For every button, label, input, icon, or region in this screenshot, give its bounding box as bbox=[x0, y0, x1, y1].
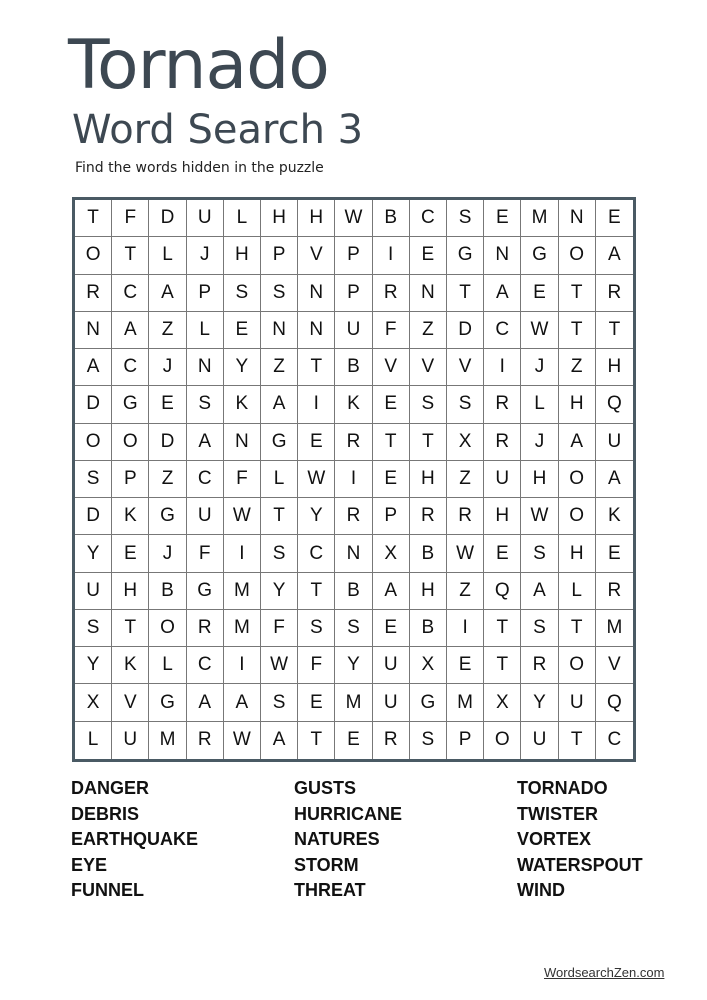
grid-cell[interactable]: T bbox=[298, 722, 335, 759]
grid-cell[interactable]: C bbox=[187, 647, 224, 684]
grid-cell[interactable]: Q bbox=[596, 386, 633, 423]
grid-cell[interactable]: N bbox=[410, 275, 447, 312]
grid-cell[interactable]: M bbox=[596, 610, 633, 647]
grid-cell[interactable]: U bbox=[373, 684, 410, 721]
grid-cell[interactable]: C bbox=[298, 535, 335, 572]
grid-cell[interactable]: Q bbox=[596, 684, 633, 721]
grid-cell[interactable]: R bbox=[521, 647, 558, 684]
grid-cell[interactable]: B bbox=[410, 610, 447, 647]
grid-cell[interactable]: S bbox=[187, 386, 224, 423]
grid-cell[interactable]: F bbox=[373, 312, 410, 349]
grid-cell[interactable]: P bbox=[261, 237, 298, 274]
grid-cell[interactable]: Y bbox=[298, 498, 335, 535]
word-item: NATURES bbox=[294, 829, 380, 849]
grid-cell[interactable]: E bbox=[410, 237, 447, 274]
grid-cell[interactable]: U bbox=[187, 200, 224, 237]
grid-cell[interactable]: U bbox=[596, 424, 633, 461]
grid-cell[interactable]: N bbox=[335, 535, 372, 572]
grid-cell[interactable]: Y bbox=[261, 573, 298, 610]
grid-cell[interactable]: K bbox=[596, 498, 633, 535]
grid-cell[interactable]: A bbox=[521, 573, 558, 610]
grid-cell[interactable]: X bbox=[75, 684, 112, 721]
grid-cell[interactable]: S bbox=[410, 722, 447, 759]
grid-cell[interactable]: V bbox=[373, 349, 410, 386]
grid-cell[interactable]: B bbox=[335, 573, 372, 610]
grid-cell[interactable]: O bbox=[559, 461, 596, 498]
puzzle-grid bbox=[72, 197, 636, 762]
grid-cell[interactable]: L bbox=[149, 647, 186, 684]
grid-cell[interactable]: T bbox=[447, 275, 484, 312]
grid-cell[interactable]: S bbox=[447, 386, 484, 423]
grid-cell[interactable]: Q bbox=[484, 573, 521, 610]
grid-cell[interactable]: T bbox=[559, 312, 596, 349]
grid-cell[interactable]: N bbox=[298, 312, 335, 349]
grid-cell[interactable]: C bbox=[112, 349, 149, 386]
grid-cell[interactable]: J bbox=[149, 349, 186, 386]
grid-cell[interactable]: L bbox=[261, 461, 298, 498]
grid-cell[interactable]: U bbox=[187, 498, 224, 535]
grid-cell[interactable]: H bbox=[521, 461, 558, 498]
grid-cell[interactable]: W bbox=[335, 200, 372, 237]
grid-cell[interactable]: G bbox=[521, 237, 558, 274]
grid-cell[interactable]: L bbox=[187, 312, 224, 349]
grid-cell[interactable]: I bbox=[447, 610, 484, 647]
grid-cell[interactable]: F bbox=[224, 461, 261, 498]
grid-cell[interactable]: L bbox=[224, 200, 261, 237]
grid-cell[interactable]: D bbox=[75, 386, 112, 423]
grid-cell[interactable]: H bbox=[112, 573, 149, 610]
grid-cell[interactable]: Y bbox=[335, 647, 372, 684]
grid-cell[interactable]: R bbox=[484, 424, 521, 461]
grid-cell[interactable]: Z bbox=[447, 461, 484, 498]
grid-cell[interactable]: H bbox=[559, 535, 596, 572]
grid-cell[interactable]: G bbox=[261, 424, 298, 461]
grid-cell[interactable]: H bbox=[559, 386, 596, 423]
grid-cell[interactable]: K bbox=[112, 647, 149, 684]
grid-cell[interactable]: U bbox=[373, 647, 410, 684]
grid-cell[interactable]: B bbox=[410, 535, 447, 572]
grid-cell[interactable]: S bbox=[447, 200, 484, 237]
grid-cell[interactable]: Y bbox=[75, 647, 112, 684]
grid-cell[interactable]: G bbox=[149, 498, 186, 535]
grid-cell[interactable]: A bbox=[373, 573, 410, 610]
grid-cell[interactable]: S bbox=[298, 610, 335, 647]
grid-cell[interactable]: V bbox=[447, 349, 484, 386]
grid-cell[interactable]: Z bbox=[559, 349, 596, 386]
grid-cell[interactable]: R bbox=[373, 275, 410, 312]
grid-cell[interactable]: S bbox=[410, 386, 447, 423]
grid-cell[interactable]: A bbox=[112, 312, 149, 349]
grid-cell[interactable]: C bbox=[607, 729, 622, 751]
grid-cell[interactable]: J bbox=[521, 349, 558, 386]
grid-cell[interactable]: U bbox=[559, 684, 596, 721]
grid-cell[interactable]: O bbox=[559, 647, 596, 684]
grid-cell[interactable]: I bbox=[224, 647, 261, 684]
grid-cell[interactable]: P bbox=[335, 275, 372, 312]
grid-cell[interactable]: F bbox=[261, 610, 298, 647]
grid-cell[interactable]: A bbox=[149, 275, 186, 312]
word-item: EARTHQUAKE bbox=[71, 829, 199, 849]
grid-cell[interactable]: Z bbox=[261, 349, 298, 386]
grid-cell[interactable]: V bbox=[112, 684, 149, 721]
grid-cell[interactable]: A bbox=[261, 722, 298, 759]
grid-cell[interactable]: H bbox=[596, 349, 633, 386]
grid-cell[interactable]: E bbox=[112, 535, 149, 572]
grid-cell[interactable]: T bbox=[559, 722, 596, 759]
grid-cell[interactable]: R bbox=[335, 498, 372, 535]
grid-cell[interactable]: D bbox=[149, 200, 186, 237]
grid-cell[interactable]: Z bbox=[149, 312, 186, 349]
grid-cell[interactable]: H bbox=[410, 573, 447, 610]
grid-cell[interactable]: U bbox=[335, 312, 372, 349]
word-item: HURRICANE bbox=[294, 803, 402, 824]
grid-cell[interactable]: E bbox=[484, 200, 521, 237]
grid-cell[interactable]: T bbox=[112, 610, 149, 647]
grid-cell[interactable]: N bbox=[187, 349, 224, 386]
grid-cell[interactable]: U bbox=[112, 722, 149, 759]
grid-cell[interactable]: W bbox=[224, 722, 261, 759]
grid-cell[interactable]: D bbox=[149, 424, 186, 461]
word-item: THREAT bbox=[294, 880, 366, 900]
grid-cell[interactable]: F bbox=[112, 200, 149, 237]
grid-cell[interactable]: R bbox=[335, 424, 372, 461]
grid-cell[interactable]: X bbox=[484, 684, 521, 721]
grid-cell[interactable]: R bbox=[484, 386, 521, 423]
grid-cell[interactable]: M bbox=[149, 722, 186, 759]
grid-cell[interactable]: N bbox=[75, 312, 112, 349]
grid-cell[interactable]: C bbox=[484, 312, 521, 349]
grid-cell[interactable]: X bbox=[373, 535, 410, 572]
grid-cell[interactable]: A bbox=[224, 684, 261, 721]
grid-cell[interactable]: G bbox=[112, 386, 149, 423]
grid-cell[interactable]: T bbox=[410, 424, 447, 461]
grid-cell[interactable]: A bbox=[261, 386, 298, 423]
grid-cell[interactable]: B bbox=[373, 200, 410, 237]
word-column bbox=[294, 776, 402, 904]
grid-cell[interactable]: H bbox=[298, 200, 335, 237]
grid-cell[interactable]: O bbox=[149, 610, 186, 647]
grid-cell[interactable]: V bbox=[596, 647, 633, 684]
grid-cell[interactable]: D bbox=[447, 312, 484, 349]
grid-cell[interactable]: E bbox=[149, 386, 186, 423]
word-item: STORM bbox=[294, 854, 359, 875]
grid-cell[interactable]: E bbox=[596, 535, 633, 572]
grid-cell[interactable]: K bbox=[335, 386, 372, 423]
grid-cell[interactable]: L bbox=[75, 722, 112, 759]
grid-cell[interactable]: E bbox=[596, 200, 633, 237]
grid-cell[interactable]: E bbox=[298, 684, 335, 721]
grid-cell[interactable]: T bbox=[112, 237, 149, 274]
grid-cell[interactable]: N bbox=[559, 200, 596, 237]
grid-cell[interactable]: I bbox=[335, 461, 372, 498]
grid-cell[interactable]: W bbox=[447, 535, 484, 572]
grid-cell[interactable]: E bbox=[447, 647, 484, 684]
word-column bbox=[71, 776, 198, 904]
site-link[interactable]: WordsearchZen.com bbox=[544, 965, 665, 980]
word-item: FUNNEL bbox=[71, 880, 144, 900]
grid-cell[interactable]: F bbox=[187, 535, 224, 572]
grid-cell[interactable]: B bbox=[335, 349, 372, 386]
page-subtitle: Word Search 3 bbox=[72, 107, 364, 153]
grid-cell[interactable]: E bbox=[521, 275, 558, 312]
grid-cell[interactable]: T bbox=[75, 200, 112, 237]
grid-cell[interactable]: O bbox=[75, 237, 112, 274]
grid-cell[interactable]: N bbox=[261, 312, 298, 349]
grid-cell[interactable]: S bbox=[261, 684, 298, 721]
grid-cell[interactable]: O bbox=[559, 237, 596, 274]
grid-cell[interactable]: B bbox=[149, 573, 186, 610]
grid-cell[interactable]: Y bbox=[75, 535, 112, 572]
grid-cell[interactable]: O bbox=[75, 424, 112, 461]
word-item: EYE bbox=[71, 854, 108, 875]
grid-cell[interactable]: G bbox=[187, 573, 224, 610]
grid-cell[interactable]: W bbox=[224, 498, 261, 535]
grid-cell[interactable]: Z bbox=[410, 312, 447, 349]
grid-cell[interactable]: J bbox=[521, 424, 558, 461]
grid-cell[interactable]: T bbox=[559, 610, 596, 647]
grid-cell[interactable]: E bbox=[373, 610, 410, 647]
grid-cell[interactable]: S bbox=[75, 610, 112, 647]
grid-cell[interactable]: X bbox=[410, 647, 447, 684]
grid-cell[interactable]: A bbox=[596, 461, 633, 498]
grid-cell[interactable]: H bbox=[224, 237, 261, 274]
grid-cell[interactable]: H bbox=[410, 461, 447, 498]
grid-cell[interactable]: R bbox=[447, 498, 484, 535]
grid-cell[interactable]: G bbox=[447, 237, 484, 274]
word-item: WATERSPOUT bbox=[517, 854, 643, 875]
grid-cell[interactable]: V bbox=[410, 349, 447, 386]
grid-cell[interactable]: Y bbox=[224, 349, 261, 386]
word-item: DANGER bbox=[71, 778, 150, 798]
grid-cell[interactable]: S bbox=[521, 610, 558, 647]
grid-cell[interactable]: A bbox=[75, 349, 112, 386]
grid-cell[interactable]: Y bbox=[521, 684, 558, 721]
grid-cell[interactable]: P bbox=[187, 275, 224, 312]
grid-cell[interactable]: R bbox=[373, 722, 410, 759]
grid-cell[interactable]: R bbox=[596, 573, 633, 610]
grid-cell[interactable]: J bbox=[149, 535, 186, 572]
grid-cell[interactable]: J bbox=[187, 237, 224, 274]
grid-cell[interactable]: M bbox=[447, 684, 484, 721]
grid-cell[interactable]: N bbox=[484, 237, 521, 274]
grid-cell[interactable]: I bbox=[484, 349, 521, 386]
grid-cell[interactable]: M bbox=[224, 610, 261, 647]
grid-cell[interactable]: N bbox=[298, 275, 335, 312]
grid-cell[interactable]: U bbox=[521, 722, 558, 759]
grid-cell[interactable]: P bbox=[447, 722, 484, 759]
word-item: VORTEX bbox=[517, 829, 592, 849]
grid-cell[interactable]: I bbox=[224, 535, 261, 572]
grid-cell[interactable]: M bbox=[521, 200, 558, 237]
grid-cell[interactable]: D bbox=[75, 498, 112, 535]
grid-cell[interactable]: T bbox=[298, 349, 335, 386]
grid-cell[interactable]: H bbox=[484, 498, 521, 535]
grid-cell[interactable]: I bbox=[373, 237, 410, 274]
grid-cell[interactable]: E bbox=[298, 424, 335, 461]
grid-cell[interactable]: C bbox=[112, 275, 149, 312]
grid-cell[interactable]: S bbox=[224, 275, 261, 312]
grid-cell[interactable]: R bbox=[187, 610, 224, 647]
grid-cell[interactable]: Z bbox=[149, 461, 186, 498]
grid-cell[interactable]: T bbox=[596, 312, 633, 349]
grid-cell[interactable]: T bbox=[484, 610, 521, 647]
grid-cell[interactable]: L bbox=[149, 237, 186, 274]
grid-cell[interactable]: C bbox=[410, 200, 447, 237]
grid-cell[interactable]: I bbox=[298, 386, 335, 423]
grid-cell[interactable]: T bbox=[484, 647, 521, 684]
grid-cell[interactable]: T bbox=[559, 275, 596, 312]
grid-cell[interactable]: W bbox=[521, 498, 558, 535]
grid-cell[interactable]: W bbox=[261, 647, 298, 684]
grid-cell[interactable]: M bbox=[335, 684, 372, 721]
instructions: Find the words hidden in the puzzle bbox=[75, 160, 324, 176]
word-item: GUSTS bbox=[294, 778, 357, 798]
grid-cell[interactable]: S bbox=[521, 535, 558, 572]
word-column bbox=[517, 776, 643, 904]
grid-cell[interactable]: O bbox=[559, 498, 596, 535]
grid-cell[interactable]: T bbox=[298, 573, 335, 610]
grid-cell[interactable]: E bbox=[484, 535, 521, 572]
grid-cell[interactable]: K bbox=[224, 386, 261, 423]
grid-cell[interactable]: R bbox=[410, 498, 447, 535]
grid-cell[interactable]: H bbox=[261, 200, 298, 237]
grid-cell[interactable]: N bbox=[224, 424, 261, 461]
grid-cell[interactable]: S bbox=[335, 610, 372, 647]
grid-cell[interactable]: A bbox=[559, 424, 596, 461]
grid-cell[interactable]: T bbox=[261, 498, 298, 535]
grid-cell[interactable]: P bbox=[335, 237, 372, 274]
grid-cell[interactable]: S bbox=[75, 461, 112, 498]
grid-cell[interactable]: F bbox=[298, 647, 335, 684]
grid-cell[interactable]: L bbox=[521, 386, 558, 423]
grid-cell[interactable]: R bbox=[75, 275, 112, 312]
grid-cell[interactable]: T bbox=[373, 424, 410, 461]
grid-cell[interactable]: P bbox=[373, 498, 410, 535]
grid-cell[interactable]: G bbox=[410, 684, 447, 721]
grid-cell[interactable]: A bbox=[484, 275, 521, 312]
grid-cell[interactable]: O bbox=[112, 424, 149, 461]
grid-cell[interactable]: W bbox=[298, 461, 335, 498]
grid-cell[interactable]: G bbox=[149, 684, 186, 721]
grid-cell[interactable]: K bbox=[112, 498, 149, 535]
grid-cell[interactable]: O bbox=[484, 722, 521, 759]
grid-cell[interactable]: U bbox=[484, 461, 521, 498]
word-item: WIND bbox=[517, 880, 565, 900]
grid-cell[interactable]: E bbox=[335, 722, 372, 759]
grid-cell[interactable]: A bbox=[596, 237, 633, 274]
grid-cell[interactable]: E bbox=[373, 386, 410, 423]
grid-cell[interactable]: A bbox=[187, 424, 224, 461]
grid-cell[interactable]: E bbox=[373, 461, 410, 498]
grid-cell[interactable]: V bbox=[298, 237, 335, 274]
page-title: Tornado bbox=[68, 26, 329, 105]
grid-cell[interactable]: Z bbox=[447, 573, 484, 610]
word-item: DEBRIS bbox=[71, 803, 140, 824]
grid-cell[interactable]: P bbox=[112, 461, 149, 498]
grid-cell[interactable]: C bbox=[187, 461, 224, 498]
word-item: TWISTER bbox=[517, 803, 598, 824]
word-item: TORNADO bbox=[517, 778, 608, 798]
grid-cell[interactable]: R bbox=[187, 722, 224, 759]
grid-cell[interactable]: M bbox=[224, 573, 261, 610]
grid-cell[interactable]: W bbox=[521, 312, 558, 349]
grid-cell[interactable]: R bbox=[596, 275, 633, 312]
grid-cell[interactable]: S bbox=[261, 275, 298, 312]
grid-cell[interactable]: L bbox=[559, 573, 596, 610]
grid-cell[interactable]: U bbox=[75, 573, 112, 610]
grid-cell[interactable]: E bbox=[224, 312, 261, 349]
grid-cell[interactable]: X bbox=[447, 424, 484, 461]
grid-cell[interactable]: S bbox=[261, 535, 298, 572]
grid-cell[interactable]: A bbox=[187, 684, 224, 721]
